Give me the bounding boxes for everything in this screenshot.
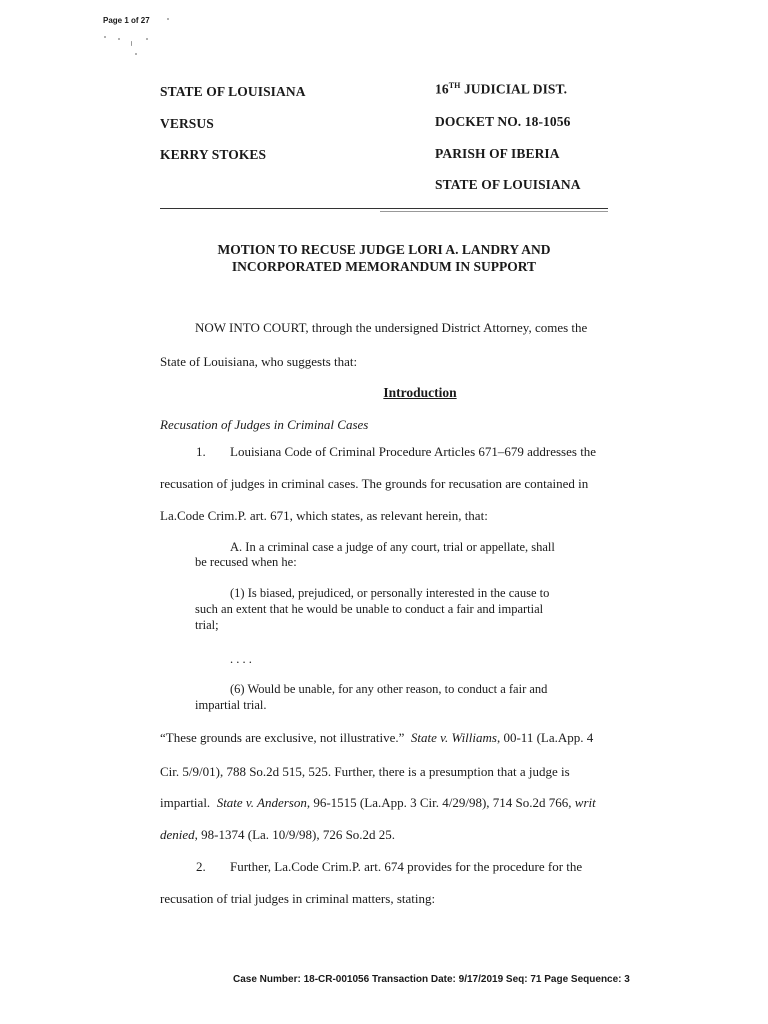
page-count: Page 1 of 27 bbox=[103, 16, 150, 25]
quote-a-line-1: A. In a criminal case a judge of any court, trial or appellate, shall bbox=[230, 540, 555, 554]
intro-line-2: State of Louisiana, who suggests that: bbox=[160, 354, 358, 369]
quote-1-line-3: trial; bbox=[195, 618, 219, 632]
scan-speck bbox=[118, 38, 120, 40]
citation-anderson: , 96-1515 (La.App. 3 Cir. 4/29/98), 714 So.2d 766, bbox=[306, 795, 572, 810]
para-2-line-2: recusation of trial judges in criminal matters, stating: bbox=[160, 891, 436, 906]
para-1-line-3: La.Code Crim.P. art. 671, which states, as relevant herein, that: bbox=[160, 508, 488, 523]
document-title bbox=[120, 241, 648, 275]
caption-versus: VERSUS bbox=[160, 116, 214, 131]
quote-1-line-1: (1) Is biased, prejudiced, or personally interested in the cause to bbox=[230, 586, 550, 600]
quote-ellipsis: . . . . bbox=[230, 652, 252, 666]
caption-docket: DOCKET NO. 18-1056 bbox=[435, 114, 571, 129]
para-2-number: 2. bbox=[196, 859, 206, 874]
case-name-williams: State v. Williams bbox=[410, 730, 497, 745]
citation-denied: , 98-1374 (La. 10/9/98), 726 So.2d 25. bbox=[194, 827, 396, 842]
caption-court bbox=[435, 81, 567, 98]
citation-williams: , 00-11 (La.App. 4 bbox=[496, 730, 594, 745]
citation-line-4 bbox=[160, 827, 395, 843]
quote-6-line-1: (6) Would be unable, for any other reason, to conduct a fair and bbox=[230, 682, 548, 696]
intro-line-1: NOW INTO COURT, through the undersigned District Attorney, comes the bbox=[195, 320, 588, 335]
quote-6-line-2: impartial trial. bbox=[195, 698, 267, 712]
subheading: Recusation of Judges in Criminal Cases bbox=[160, 417, 369, 432]
caption-parish: PARISH OF IBERIA bbox=[435, 146, 560, 161]
writ-text: writ bbox=[574, 795, 596, 810]
para-1-line-1: Louisiana Code of Criminal Procedure Articles 671–679 addresses the bbox=[230, 444, 597, 459]
para-1-number: 1. bbox=[196, 444, 206, 459]
quote-1-line-2: such an extent that he would be unable to conduct a fair and impartial bbox=[195, 602, 544, 616]
impartial-text: impartial. bbox=[160, 795, 211, 810]
case-footer: Case Number: 18-CR-001056 Transaction Date: 9/17/2019 Seq: 71 Page Sequence: 3 bbox=[233, 974, 630, 985]
caption-divider bbox=[160, 208, 608, 209]
citation-line-1 bbox=[160, 730, 593, 746]
citation-quote: “These grounds are exclusive, not illustrative.” bbox=[160, 730, 405, 745]
scan-speck bbox=[104, 36, 106, 38]
quote-a-line-2: be recused when he: bbox=[195, 555, 297, 569]
section-heading: Introduction bbox=[383, 385, 457, 400]
court-label: JUDICIAL DIST. bbox=[460, 81, 568, 97]
court-ordinal: TH bbox=[448, 81, 461, 90]
caption-divider-shadow bbox=[380, 211, 608, 212]
scan-speck bbox=[167, 18, 169, 20]
para-1-line-2: recusation of judges in criminal cases. The grounds for recusation are contained in bbox=[160, 476, 589, 491]
caption-party-state: STATE OF LOUISIANA bbox=[160, 84, 306, 99]
title-line-2: INCORPORATED MEMORANDUM IN SUPPORT bbox=[231, 259, 537, 274]
scan-speck bbox=[135, 53, 137, 55]
citation-line-2: Cir. 5/9/01), 788 So.2d 515, 525. Further, there is a presumption that a judge is bbox=[160, 764, 570, 779]
caption-defendant: KERRY STOKES bbox=[160, 147, 267, 162]
case-name-anderson: State v. Anderson bbox=[216, 795, 307, 810]
denied-text: denied bbox=[160, 827, 195, 842]
scan-speck bbox=[146, 38, 148, 40]
title-line-1: MOTION TO RECUSE JUDGE LORI A. LANDRY AND bbox=[217, 242, 551, 257]
scan-speck bbox=[131, 41, 132, 46]
para-2-line-1: Further, La.Code Crim.P. art. 674 provides for the procedure for the bbox=[230, 859, 583, 874]
caption-state: STATE OF LOUISIANA bbox=[435, 177, 581, 192]
court-number: 16 bbox=[435, 81, 449, 97]
citation-line-3 bbox=[160, 795, 596, 811]
